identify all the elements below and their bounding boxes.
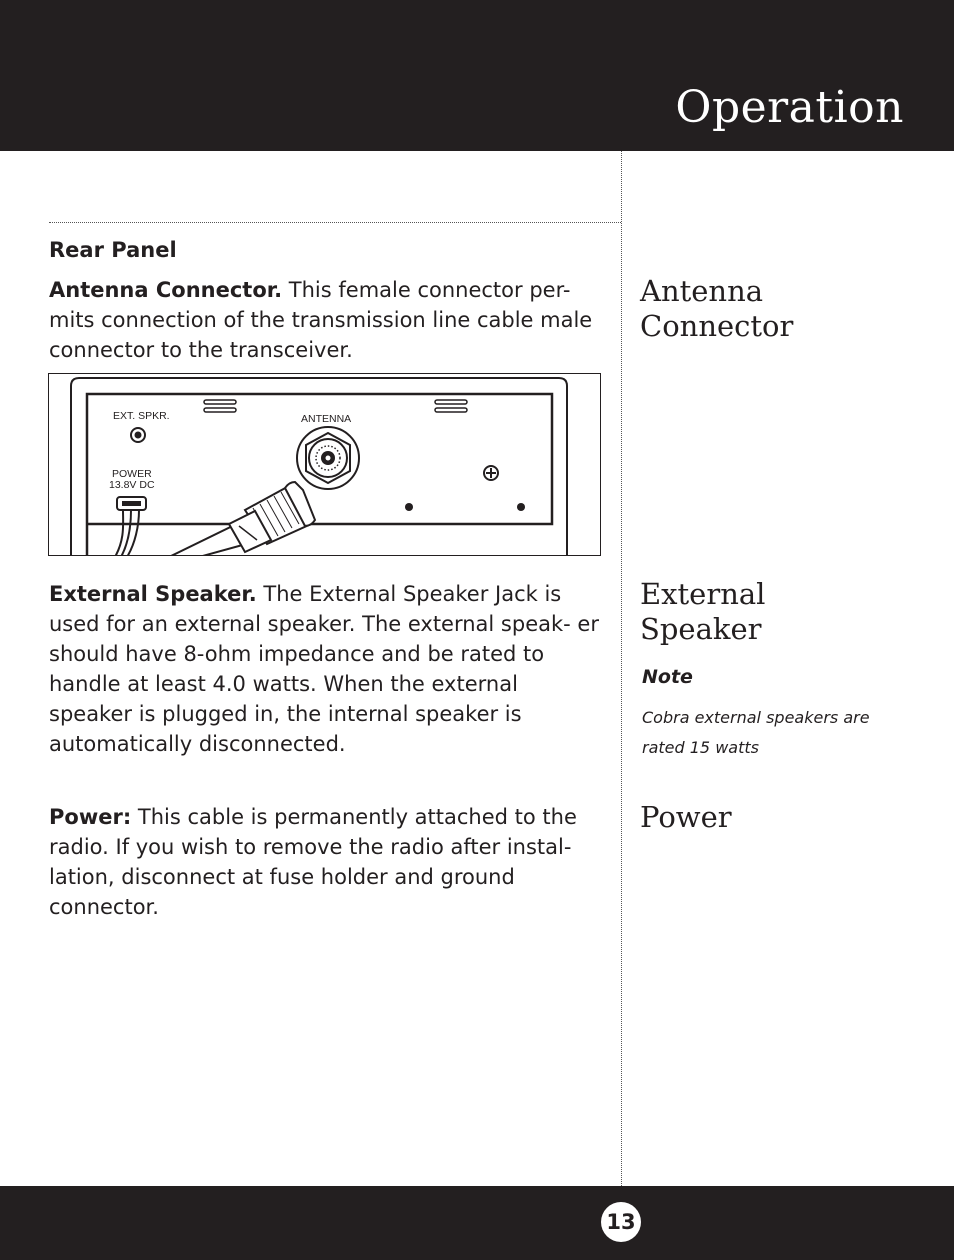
antenna-cable-plug-icon bbox=[169, 482, 315, 556]
screw-icon bbox=[484, 466, 498, 480]
power-label: POWER bbox=[112, 468, 152, 480]
power-paragraph bbox=[49, 802, 605, 922]
section-heading-rear-panel: Rear Panel bbox=[49, 238, 177, 262]
antenna-connector-lead: Antenna Connector. bbox=[49, 278, 283, 302]
power-body: This cable is permanently attached to the radio. If you wish to remove the radio after instal- lation, disconnect at fuse holder and ground connector. bbox=[49, 805, 577, 919]
rear-panel-diagram bbox=[48, 373, 601, 556]
antenna-label: ANTENNA bbox=[301, 413, 352, 425]
mount-hole-icon bbox=[517, 503, 525, 511]
page-number: 13 bbox=[601, 1202, 641, 1242]
antenna-connector-body: This female connector per- mits connection of the transmission line cable male connector to the transceiver. bbox=[49, 278, 593, 362]
page-title: Operation bbox=[675, 82, 904, 133]
sidebar-heading-line: Antenna bbox=[640, 274, 764, 308]
ext-spkr-label: EXT. SPKR. bbox=[113, 410, 170, 422]
external-speaker-lead: External Speaker. bbox=[49, 582, 257, 606]
antenna-connector-icon bbox=[297, 427, 359, 489]
power-cable-icon bbox=[115, 497, 146, 556]
sidebar-heading-line: External bbox=[640, 577, 766, 611]
external-speaker-paragraph bbox=[49, 579, 605, 759]
column-divider bbox=[621, 151, 622, 1186]
note-label: Note bbox=[642, 666, 693, 688]
mount-hole-icon bbox=[405, 503, 413, 511]
sidebar-heading-power: Power bbox=[640, 800, 732, 834]
sidebar-heading-external-speaker bbox=[640, 577, 765, 647]
power-lead: Power: bbox=[49, 805, 132, 829]
footer-bar bbox=[0, 1186, 954, 1260]
antenna-connector-paragraph bbox=[49, 275, 605, 365]
section-divider bbox=[49, 222, 621, 223]
external-speaker-body: The External Speaker Jack is used for an external speaker. The external speak- er should have 8-ohm impedance and be rated to handle at least 4.0 watts. When the external speaker is plugged in, the internal speaker is automatically disconnected. bbox=[49, 582, 599, 756]
note-text: Cobra external speakers are rated 15 watts bbox=[642, 708, 870, 757]
sidebar-heading-line: Connector bbox=[640, 309, 794, 343]
header-bar bbox=[0, 0, 954, 151]
power-voltage-label: 13.8V DC bbox=[109, 479, 155, 491]
sidebar-heading-line: Speaker bbox=[640, 612, 762, 646]
sidebar-heading-antenna-connector bbox=[640, 274, 793, 344]
